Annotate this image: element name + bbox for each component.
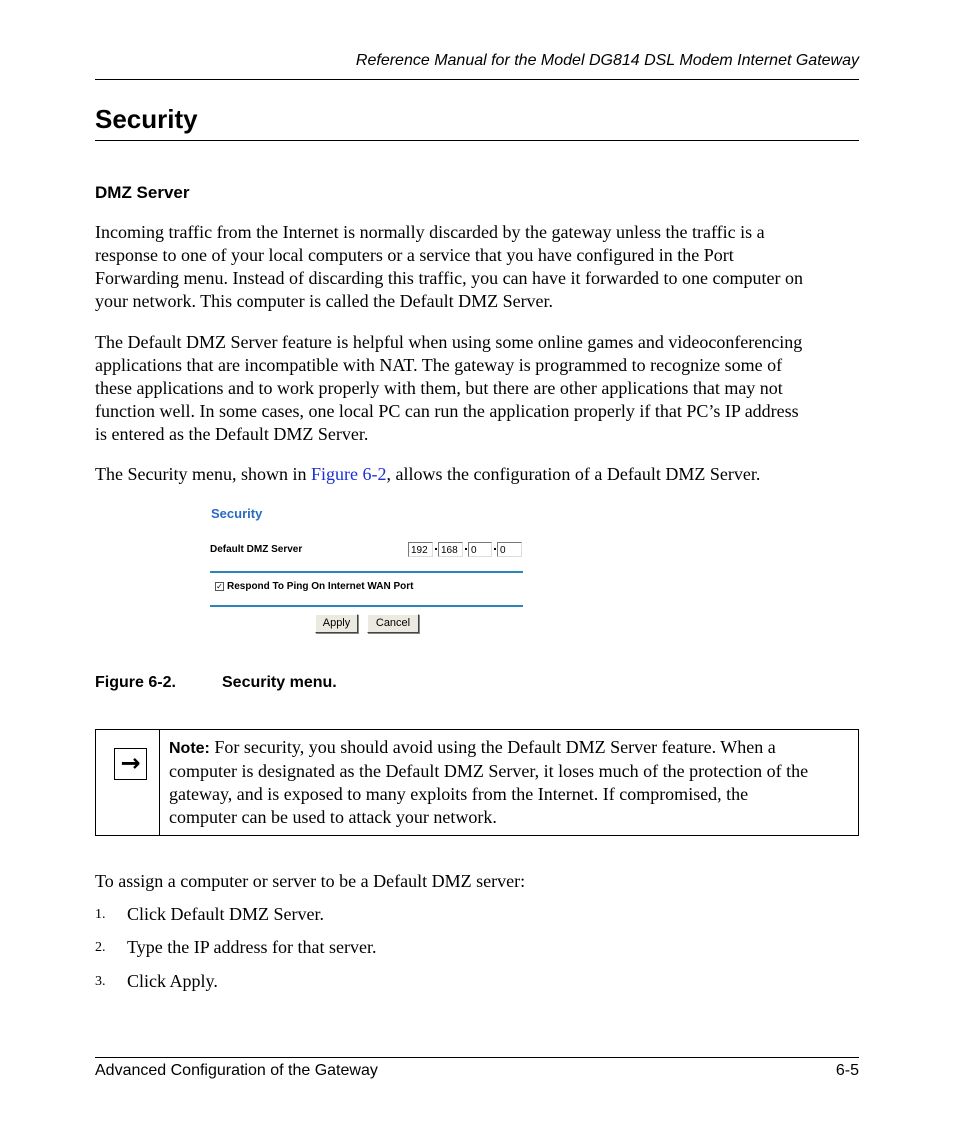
ip-octet-1-input[interactable]: 192	[408, 542, 433, 557]
header-rule	[95, 79, 859, 80]
note-line: gateway, and is exposed to many exploits from the Internet. If compromised, the	[169, 784, 749, 804]
paragraph-line: function well. In some cases, one local PC can run the application properly if that PC’s IP address	[95, 401, 799, 421]
note-divider	[159, 730, 160, 835]
paragraph-line: applications that are incompatible with NAT. The gateway is programmed to recognize some of	[95, 355, 783, 375]
paragraph-security-menu	[95, 463, 865, 486]
note-line	[169, 736, 859, 760]
paragraph-line: these applications and to work properly with them, but there are other applications that may not	[95, 378, 783, 398]
step-text: Type the IP address for that server.	[127, 937, 377, 957]
step-text: Click Apply.	[127, 971, 218, 991]
subheading-dmz-server: DMZ Server	[95, 183, 190, 202]
page-number: 6-5	[835, 1062, 859, 1079]
checkmark-icon: ✓	[216, 582, 223, 591]
footer-chapter-title: Advanced Configuration of the Gateway	[95, 1062, 378, 1079]
paragraph-line: Forwarding menu. Instead of discarding this traffic, you can have it forwarded to one computer on	[95, 268, 803, 288]
step-number: 3.	[95, 974, 106, 989]
paragraph-line: Incoming traffic from the Internet is normally discarded by the gateway unless the traffic is a	[95, 222, 765, 242]
ip-separator-dot	[465, 548, 467, 550]
ip-octet-2-input[interactable]: 168	[438, 542, 463, 557]
note-line-text: For security, you should avoid using the Default DMZ Server feature. When a	[209, 737, 776, 757]
title-rule	[95, 140, 859, 141]
figure-caption-number: Figure 6-2.	[95, 674, 176, 691]
respond-ping-label: Respond To Ping On Internet WAN Port	[227, 581, 414, 592]
cancel-button[interactable]: Cancel	[367, 614, 419, 633]
figure-divider	[210, 571, 523, 573]
paragraph-line: The Default DMZ Server feature is helpful when using some online games and videoconferencing	[95, 332, 803, 352]
paragraph-line	[95, 463, 865, 486]
ip-separator-dot	[494, 548, 496, 550]
step-number: 1.	[95, 907, 106, 922]
footer-rule	[95, 1057, 859, 1058]
paragraph-intro	[95, 221, 865, 313]
text-after-link: , allows the configuration of a Default DMZ Server.	[386, 464, 761, 484]
paragraph-line: your network. This computer is called the Default DMZ Server.	[95, 291, 554, 311]
note-line: computer is designated as the Default DMZ Server, it loses much of the protection of the	[169, 761, 809, 781]
dmz-server-label: Default DMZ Server	[210, 544, 303, 555]
ip-octet-3-input[interactable]: 0	[468, 542, 492, 557]
right-arrow-icon: →	[114, 748, 147, 780]
figure-caption-text: Security menu.	[222, 674, 337, 691]
figure-divider	[210, 605, 523, 607]
running-header: Reference Manual for the Model DG814 DSL Modem Internet Gateway	[355, 52, 859, 69]
instructions-intro	[95, 870, 865, 893]
note-label: Note:	[169, 740, 210, 757]
paragraph-line: response to one of your local computers or a service that you have configured in the Port	[95, 245, 734, 265]
apply-button[interactable]: Apply	[315, 614, 358, 633]
security-menu-figure	[208, 504, 526, 639]
paragraph-line: To assign a computer or server to be a Default DMZ server:	[95, 871, 526, 891]
respond-ping-checkbox[interactable]	[215, 582, 224, 591]
note-box	[95, 729, 859, 836]
note-line: computer can be used to attack your network.	[169, 807, 497, 827]
step-number: 2.	[95, 940, 106, 955]
note-text	[169, 736, 859, 829]
text-before-link: The Security menu, shown in	[95, 464, 311, 484]
paragraph-line: is entered as the Default DMZ Server.	[95, 424, 369, 444]
ip-separator-dot	[435, 548, 437, 550]
ip-octet-4-input[interactable]: 0	[497, 542, 522, 557]
step-text: Click Default DMZ Server.	[127, 904, 324, 924]
figure-link[interactable]: Figure 6-2	[310, 464, 387, 484]
section-title: Security	[95, 104, 198, 134]
paragraph-dmz-feature	[95, 331, 865, 446]
figure-title: Security	[211, 506, 263, 521]
